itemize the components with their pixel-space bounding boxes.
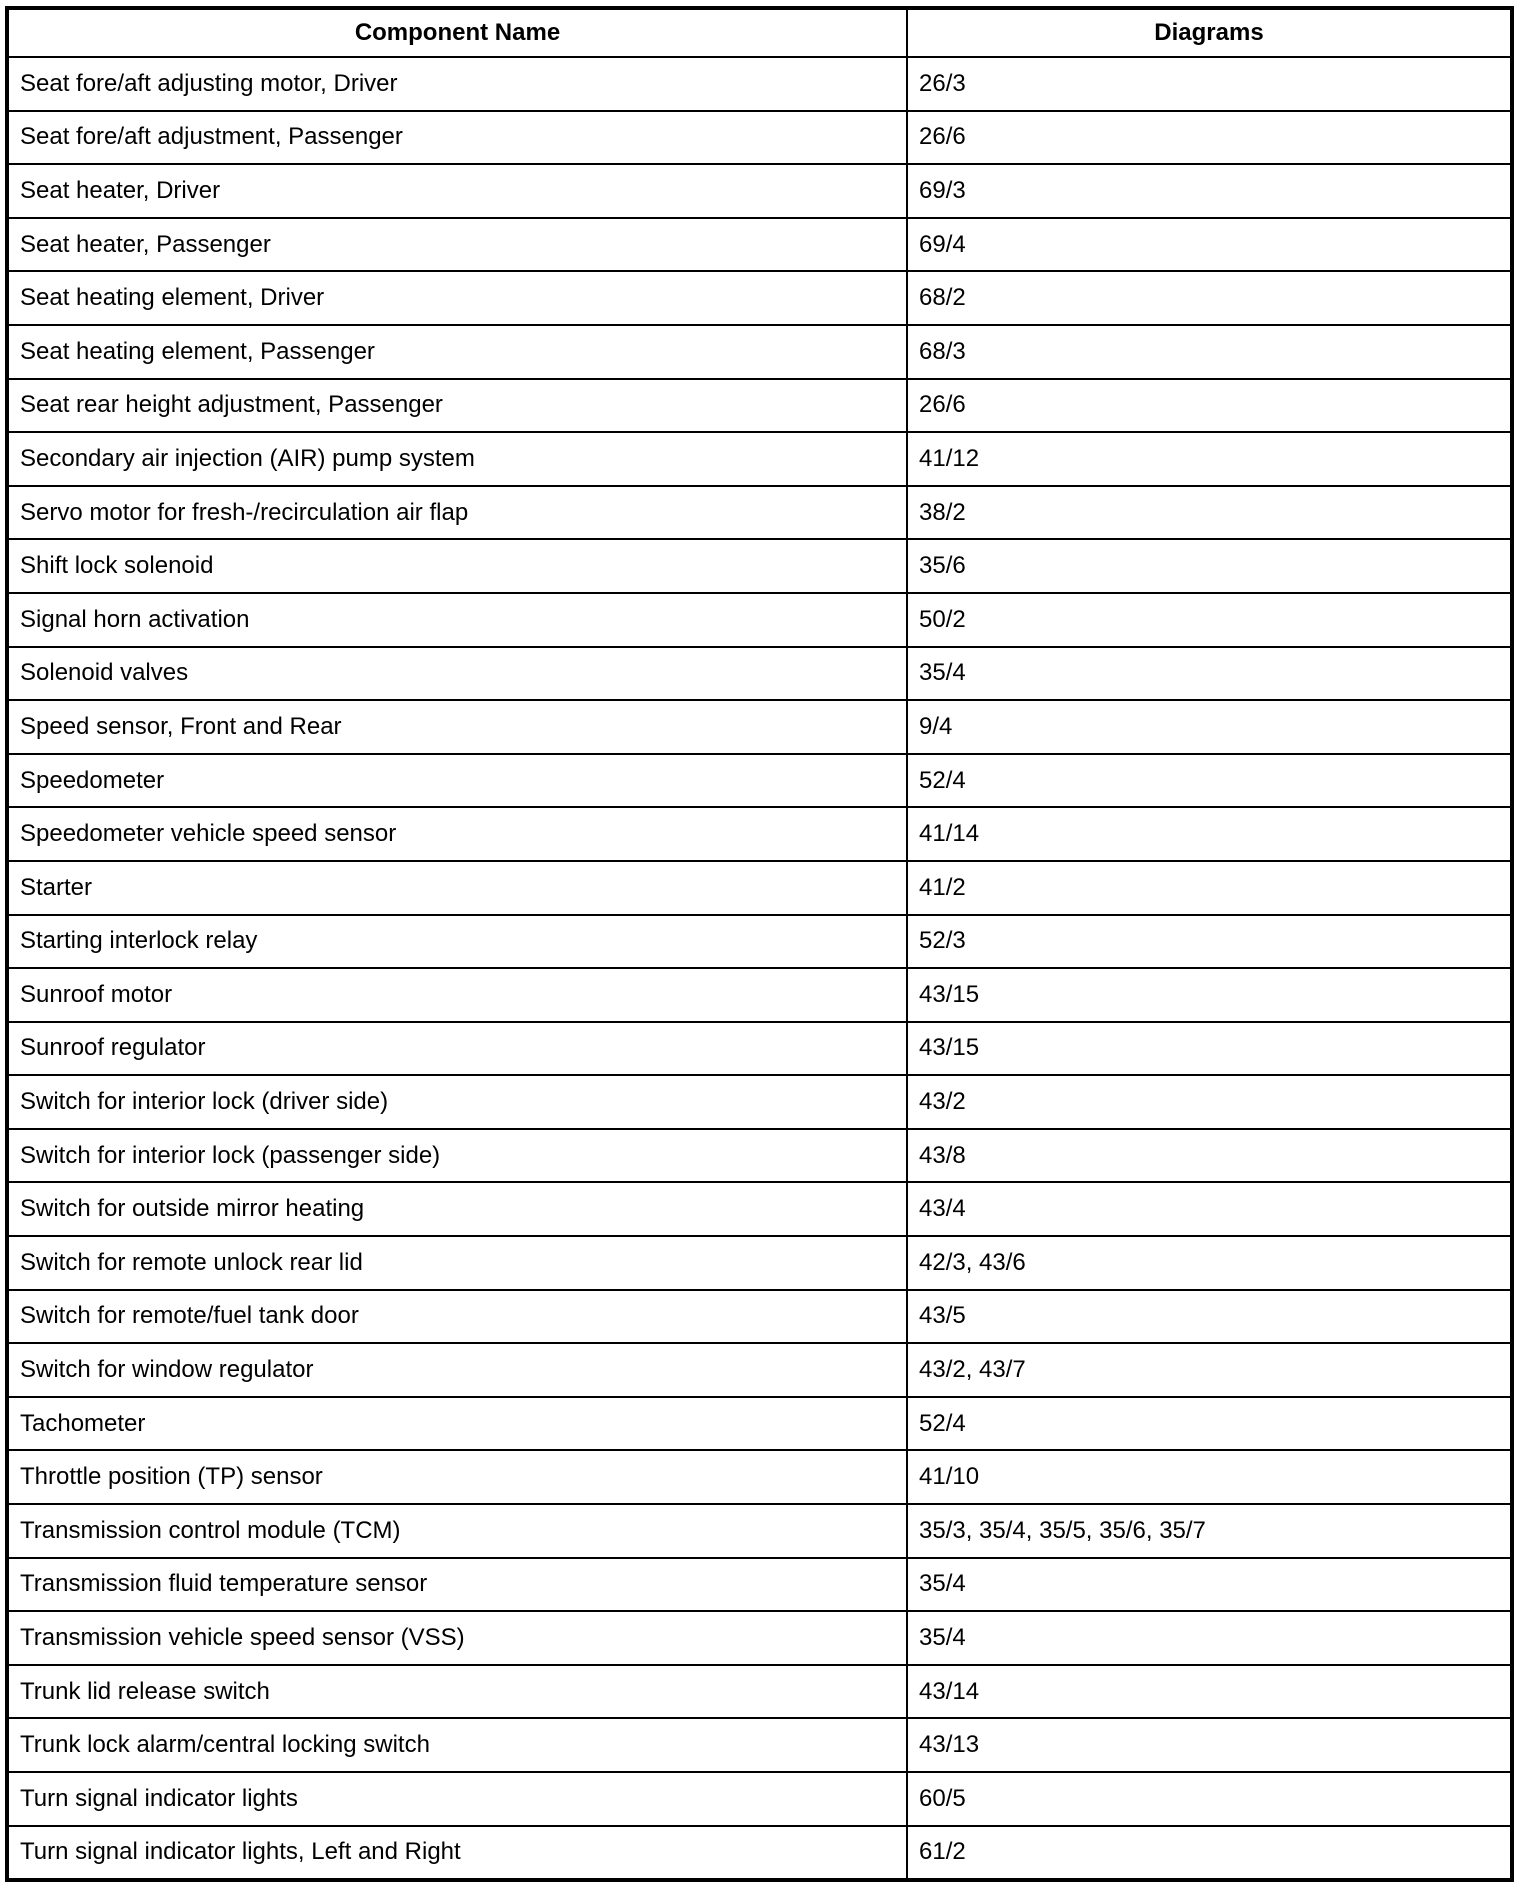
table-row	[7, 1826, 1512, 1881]
table-row	[7, 1236, 1512, 1290]
diagrams-cell: 41/14	[907, 807, 1512, 861]
diagrams-cell: 43/14	[907, 1665, 1512, 1719]
diagrams-cell: 43/8	[907, 1129, 1512, 1183]
diagrams-cell: 43/2, 43/7	[907, 1343, 1512, 1397]
diagrams-cell: 43/13	[907, 1718, 1512, 1772]
diagrams-cell: 50/2	[907, 593, 1512, 647]
diagrams-cell: 9/4	[907, 700, 1512, 754]
diagrams-cell: 38/2	[907, 486, 1512, 540]
component-name-cell: Turn signal indicator lights	[7, 1772, 907, 1826]
table-row	[7, 111, 1512, 165]
table-row	[7, 57, 1512, 111]
diagrams-cell: 26/3	[907, 57, 1512, 111]
diagrams-cell: 35/4	[907, 647, 1512, 701]
component-name-cell: Throttle position (TP) sensor	[7, 1450, 907, 1504]
component-name-cell: Seat fore/aft adjustment, Passenger	[7, 111, 907, 165]
table-row	[7, 915, 1512, 969]
table-row	[7, 1129, 1512, 1183]
component-name-cell: Signal horn activation	[7, 593, 907, 647]
table-row	[7, 1611, 1512, 1665]
table-row	[7, 539, 1512, 593]
diagrams-cell: 68/2	[907, 271, 1512, 325]
component-name-cell: Sunroof motor	[7, 968, 907, 1022]
component-name-cell: Transmission vehicle speed sensor (VSS)	[7, 1611, 907, 1665]
diagrams-cell: 43/2	[907, 1075, 1512, 1129]
component-name-cell: Servo motor for fresh-/recirculation air flap	[7, 486, 907, 540]
table-row	[7, 1182, 1512, 1236]
table-row	[7, 700, 1512, 754]
diagrams-cell: 41/12	[907, 432, 1512, 486]
table-row	[7, 807, 1512, 861]
table-row	[7, 593, 1512, 647]
table-row	[7, 271, 1512, 325]
diagrams-cell: 35/4	[907, 1558, 1512, 1612]
table-row	[7, 432, 1512, 486]
component-name-cell: Transmission fluid temperature sensor	[7, 1558, 907, 1612]
component-name-cell: Trunk lock alarm/central locking switch	[7, 1718, 907, 1772]
component-name-cell: Starting interlock relay	[7, 915, 907, 969]
table-row	[7, 1075, 1512, 1129]
diagrams-cell: 69/3	[907, 164, 1512, 218]
component-name-cell: Secondary air injection (AIR) pump system	[7, 432, 907, 486]
table-header-row	[7, 8, 1512, 57]
component-name-cell: Sunroof regulator	[7, 1022, 907, 1076]
diagrams-cell: 35/6	[907, 539, 1512, 593]
component-name-cell: Tachometer	[7, 1397, 907, 1451]
component-name-cell: Transmission control module (TCM)	[7, 1504, 907, 1558]
diagrams-cell: 26/6	[907, 111, 1512, 165]
table-row	[7, 968, 1512, 1022]
diagrams-cell: 60/5	[907, 1772, 1512, 1826]
component-name-cell: Switch for interior lock (driver side)	[7, 1075, 907, 1129]
component-name-cell: Seat fore/aft adjusting motor, Driver	[7, 57, 907, 111]
component-name-cell: Speedometer vehicle speed sensor	[7, 807, 907, 861]
component-name-cell: Switch for window regulator	[7, 1343, 907, 1397]
component-name-cell: Speed sensor, Front and Rear	[7, 700, 907, 754]
component-name-cell: Solenoid valves	[7, 647, 907, 701]
diagrams-cell: 43/4	[907, 1182, 1512, 1236]
diagrams-cell: 52/4	[907, 754, 1512, 808]
diagrams-cell: 41/10	[907, 1450, 1512, 1504]
component-diagram-table	[5, 6, 1514, 1882]
table-row	[7, 1718, 1512, 1772]
component-name-cell: Seat heater, Passenger	[7, 218, 907, 272]
table-row	[7, 1343, 1512, 1397]
component-name-cell: Seat heating element, Passenger	[7, 325, 907, 379]
diagrams-cell: 41/2	[907, 861, 1512, 915]
table-row	[7, 1772, 1512, 1826]
component-name-cell: Shift lock solenoid	[7, 539, 907, 593]
diagrams-cell: 43/5	[907, 1290, 1512, 1344]
component-name-cell: Trunk lid release switch	[7, 1665, 907, 1719]
component-name-cell: Switch for interior lock (passenger side)	[7, 1129, 907, 1183]
component-name-cell: Speedometer	[7, 754, 907, 808]
column-header-diagrams: Diagrams	[907, 8, 1512, 57]
table-row	[7, 164, 1512, 218]
diagrams-cell: 69/4	[907, 218, 1512, 272]
component-name-cell: Switch for remote unlock rear lid	[7, 1236, 907, 1290]
diagrams-cell: 43/15	[907, 968, 1512, 1022]
component-name-cell: Starter	[7, 861, 907, 915]
component-name-cell: Switch for outside mirror heating	[7, 1182, 907, 1236]
table-row	[7, 1450, 1512, 1504]
diagrams-cell: 35/4	[907, 1611, 1512, 1665]
table-row	[7, 1397, 1512, 1451]
component-name-cell: Seat heater, Driver	[7, 164, 907, 218]
table-row	[7, 218, 1512, 272]
table-body	[7, 57, 1512, 1880]
column-header-component-name: Component Name	[7, 8, 907, 57]
diagrams-cell: 35/3, 35/4, 35/5, 35/6, 35/7	[907, 1504, 1512, 1558]
table-row	[7, 1558, 1512, 1612]
diagrams-cell: 61/2	[907, 1826, 1512, 1881]
diagrams-cell: 26/6	[907, 379, 1512, 433]
component-name-cell: Switch for remote/fuel tank door	[7, 1290, 907, 1344]
diagrams-cell: 68/3	[907, 325, 1512, 379]
diagrams-cell: 42/3, 43/6	[907, 1236, 1512, 1290]
diagrams-cell: 43/15	[907, 1022, 1512, 1076]
table-row	[7, 486, 1512, 540]
table-row	[7, 754, 1512, 808]
table-row	[7, 1290, 1512, 1344]
table-row	[7, 379, 1512, 433]
table-row	[7, 1022, 1512, 1076]
table-row	[7, 1504, 1512, 1558]
table-row	[7, 325, 1512, 379]
table-row	[7, 647, 1512, 701]
component-name-cell: Seat rear height adjustment, Passenger	[7, 379, 907, 433]
table-row	[7, 1665, 1512, 1719]
component-name-cell: Seat heating element, Driver	[7, 271, 907, 325]
diagrams-cell: 52/3	[907, 915, 1512, 969]
table-row	[7, 861, 1512, 915]
component-name-cell: Turn signal indicator lights, Left and Right	[7, 1826, 907, 1881]
diagrams-cell: 52/4	[907, 1397, 1512, 1451]
